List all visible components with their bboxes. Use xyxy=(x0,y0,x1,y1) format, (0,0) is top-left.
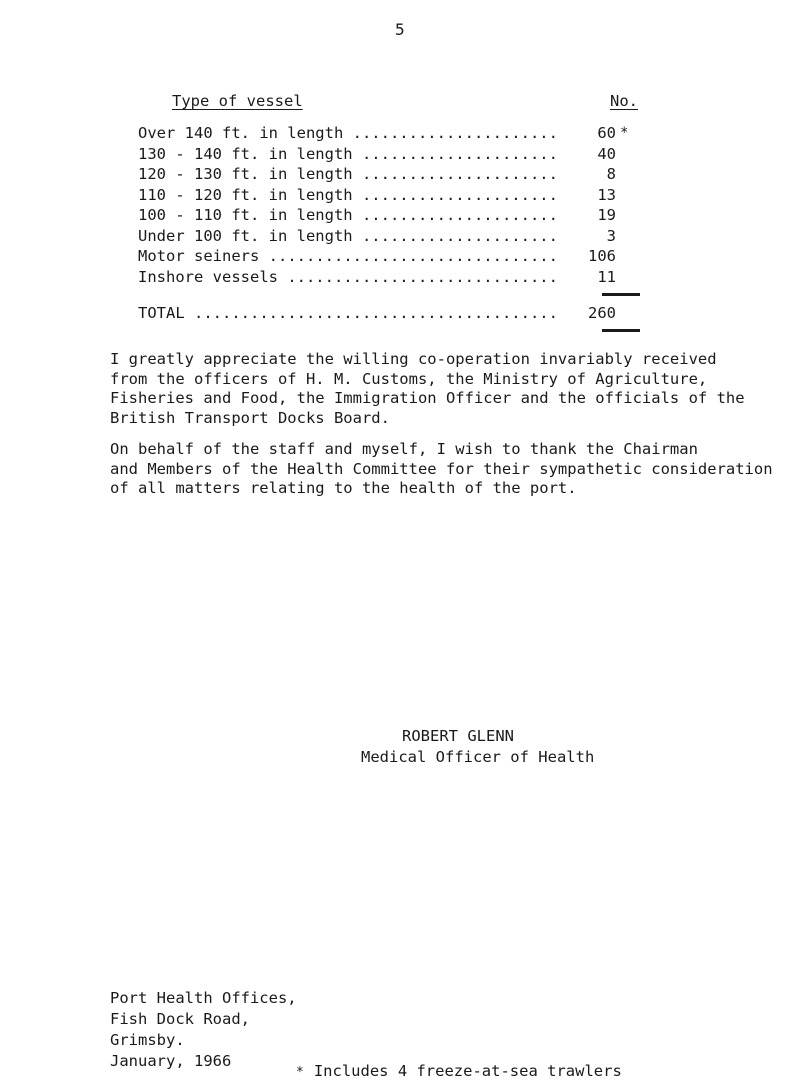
signature-title: Medical Officer of Health xyxy=(361,748,595,766)
document-date: January, 1966 xyxy=(110,1052,232,1070)
total-rule-bottom xyxy=(602,329,640,332)
total-label: TOTAL ..... xyxy=(138,303,556,324)
column-header-type: Type of vessel xyxy=(172,92,303,110)
table-row xyxy=(138,267,658,288)
address-line: Fish Dock Road, xyxy=(110,1010,250,1028)
acknowledgement-paragraph: I greatly appreciate the willing co-operation invariably received from the officers of H. M. Customs, the Ministry of Agriculture, Fisheries and Food, the Immigration Officer and the officials of the British Transport Docks Board. xyxy=(110,350,745,427)
table-row xyxy=(138,164,658,185)
address-line: Grimsby. xyxy=(110,1031,185,1049)
signature-name: ROBERT GLENN xyxy=(402,727,514,745)
address-line: Port Health Offices, xyxy=(110,989,297,1007)
footnote-marker xyxy=(616,144,640,165)
footnote-marker xyxy=(616,267,640,288)
vessel-table xyxy=(138,123,658,287)
vessel-type: 130 - 140 ft. in length ..... xyxy=(138,144,556,165)
vessel-type: Inshore vessels ..... xyxy=(138,267,556,288)
table-row xyxy=(138,144,658,165)
address-block xyxy=(110,988,297,1072)
vessel-type: Motor seiners ..... xyxy=(138,246,556,267)
vessel-count: 8 xyxy=(606,165,616,183)
table-row xyxy=(138,123,658,144)
footnote-star: * xyxy=(296,1065,304,1080)
total-rule-top xyxy=(602,293,640,296)
vessel-count: 40 xyxy=(597,144,616,163)
table-row xyxy=(138,226,658,247)
page-number: 5 xyxy=(395,20,405,39)
vessel-count: 19 xyxy=(597,206,616,224)
vessel-count: 11 xyxy=(597,267,616,286)
vessel-count: 3 xyxy=(606,226,616,245)
vessel-type: Over 140 ft. in length ..... xyxy=(138,123,556,144)
footnote-marker xyxy=(616,185,640,206)
table-row xyxy=(138,205,658,226)
footnote-text: Includes 4 freeze-at-sea trawlers xyxy=(313,1062,622,1080)
vessel-count: 106 xyxy=(588,247,616,265)
vessel-count: 13 xyxy=(597,185,616,204)
vessel-type: 110 - 120 ft. in length ..... xyxy=(138,185,556,206)
thanks-paragraph: On behalf of the staff and myself, I wish to thank the Chairman and Members of the Health Committee for their sympathetic consideration of all matters relating to the health of the port. xyxy=(110,440,773,497)
footnote-marker xyxy=(616,164,640,185)
vessel-type: 100 - 110 ft. in length ..... xyxy=(138,205,556,226)
vessel-type: 120 - 130 ft. in length ..... xyxy=(138,164,556,185)
vessel-count: 60 xyxy=(597,124,616,142)
footnote xyxy=(296,1062,622,1080)
table-row xyxy=(138,246,658,267)
vessel-type: Under 100 ft. in length ..... xyxy=(138,226,556,247)
footnote-marker xyxy=(616,246,640,267)
column-header-number: No. xyxy=(610,92,638,110)
table-row xyxy=(138,185,658,206)
total-value: 260 xyxy=(588,304,616,322)
footnote-marker: * xyxy=(620,125,629,141)
total-row xyxy=(138,303,658,324)
footnote-marker xyxy=(616,205,640,226)
footnote-marker xyxy=(616,226,640,247)
